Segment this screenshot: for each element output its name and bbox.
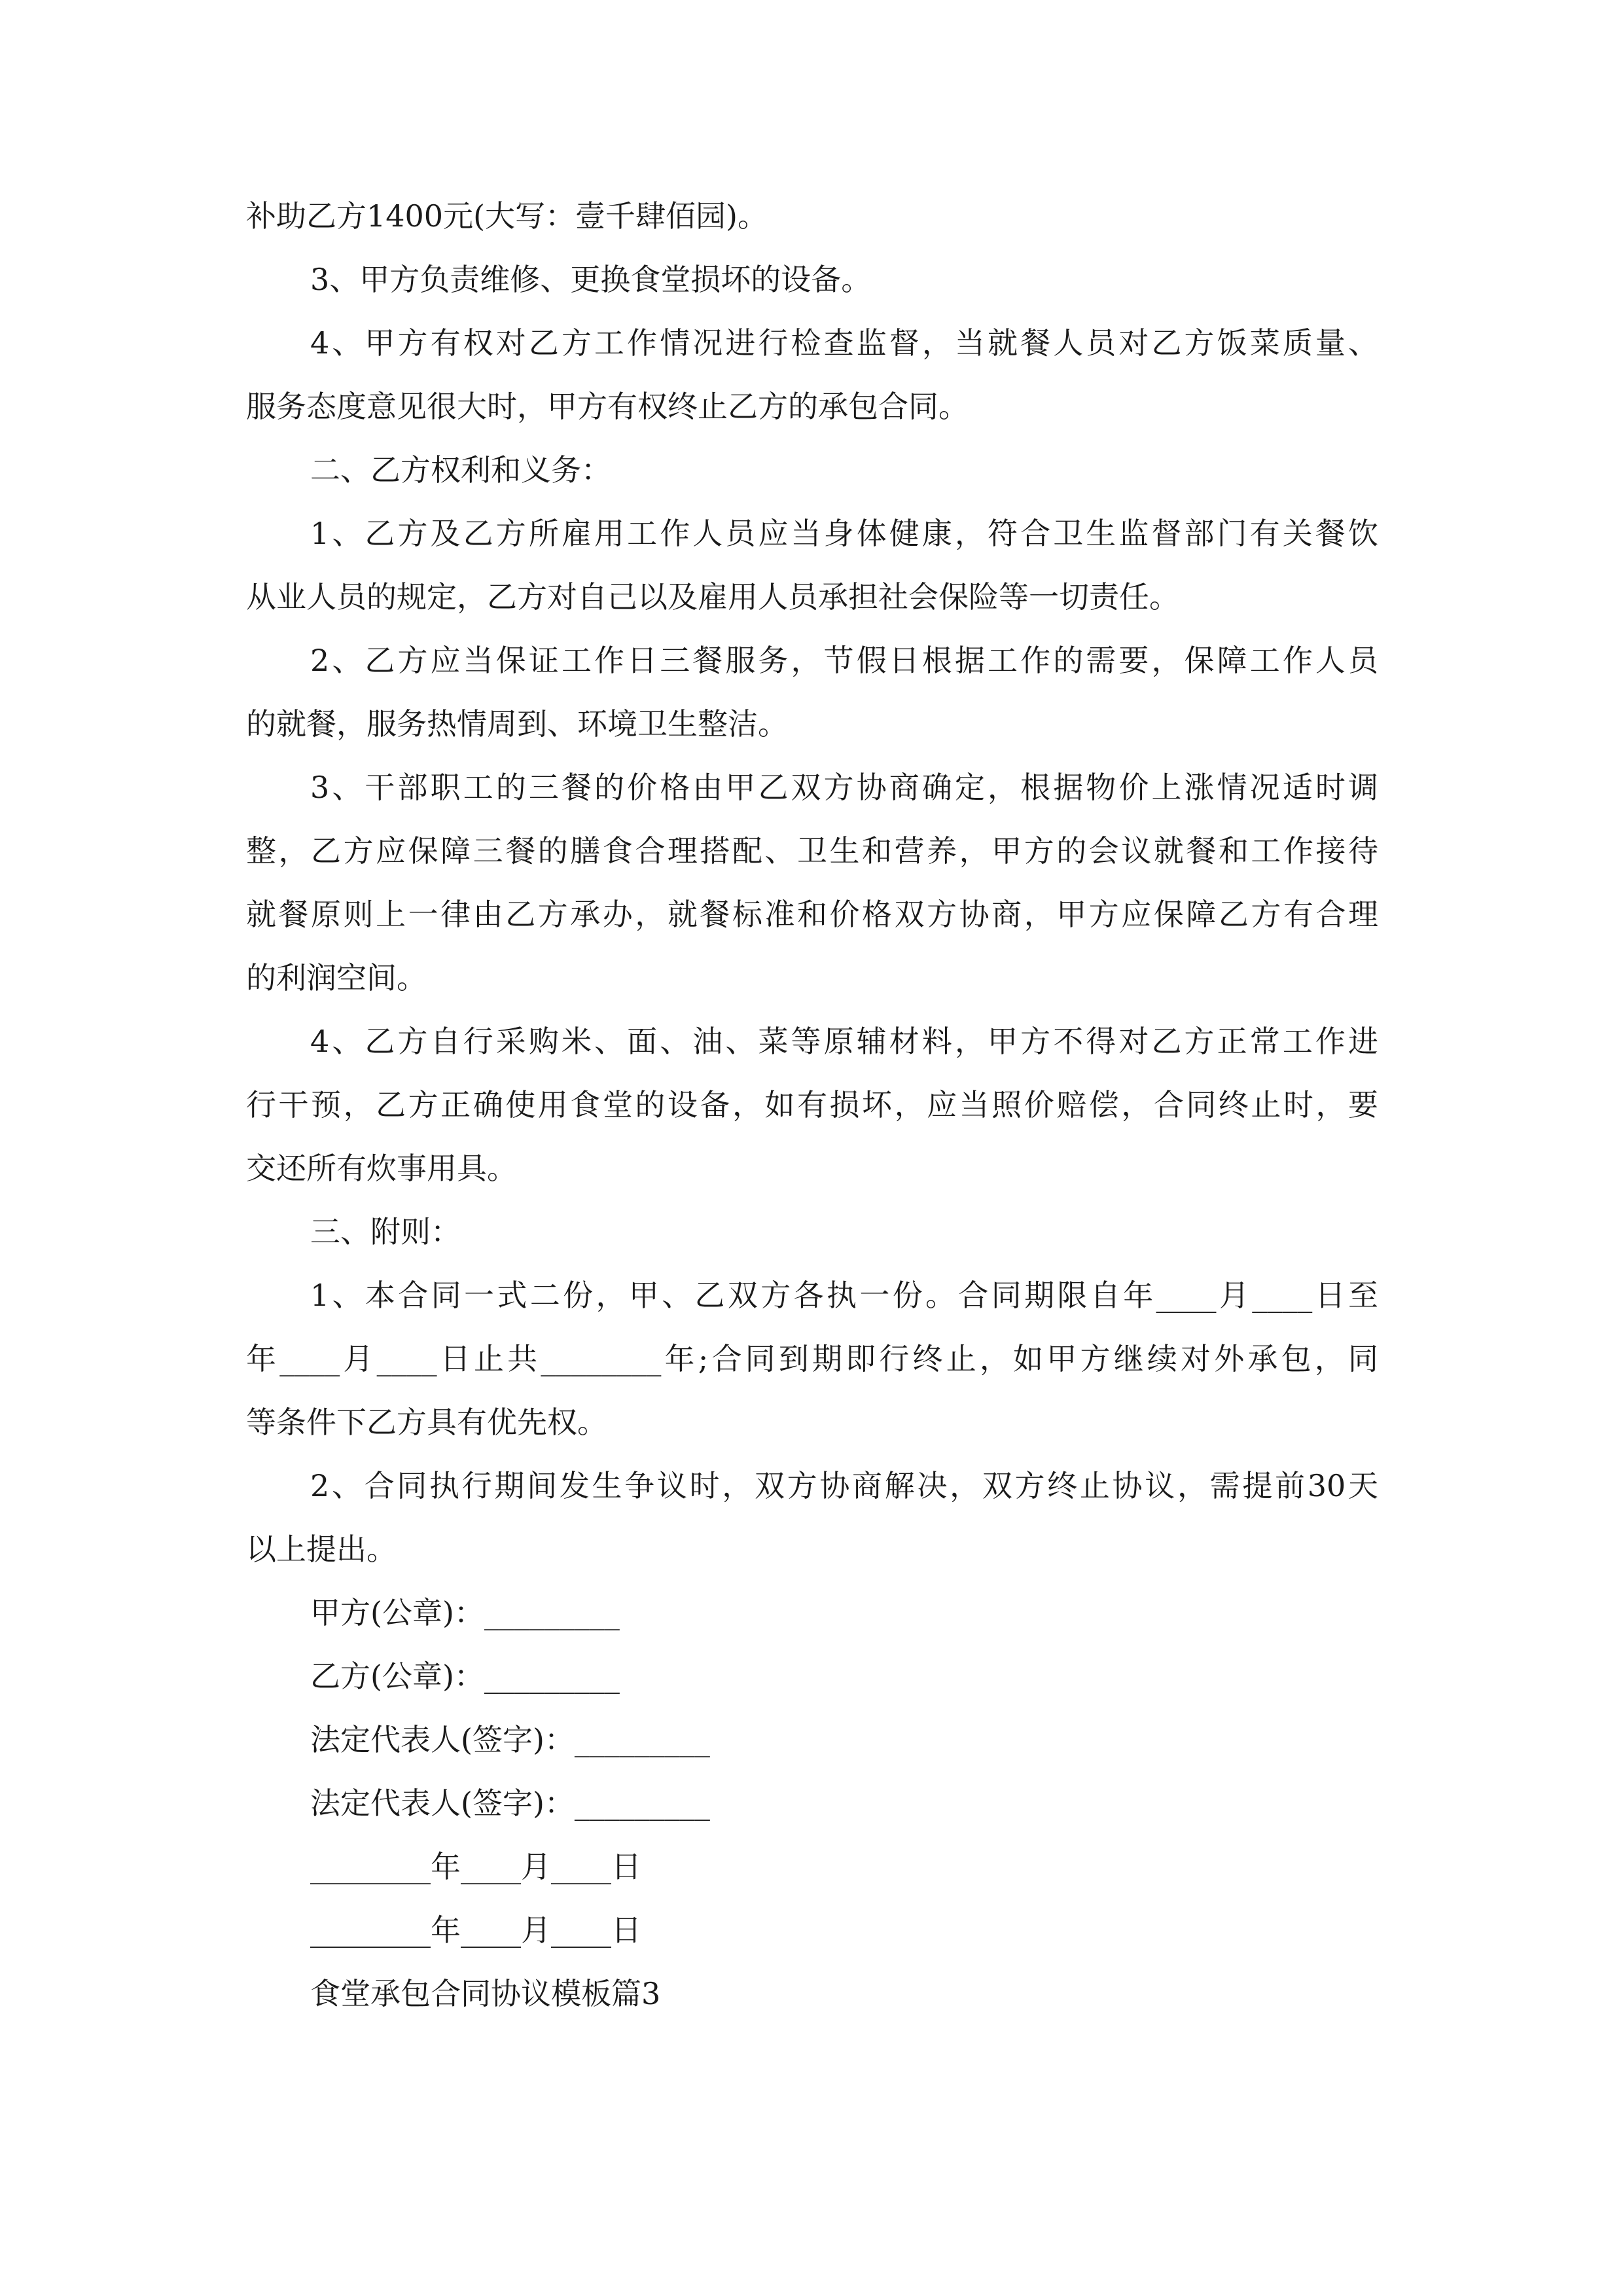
signature-field-party-b-seal: 乙方(公章)：_________ [310,1659,620,1694]
signature-field-legal-rep: 法定代表人(签字)：_________ [310,1785,710,1821]
text-line: 以上提出。 [246,1532,397,1567]
section-heading: 三、附则： [310,1214,461,1249]
text-line: 服务态度意见很大时，甲方有权终止乙方的承包合同。 [246,389,969,424]
text-line: 交还所有炊事用具。 [246,1151,517,1186]
text-line: 2、合同执行期间发生争议时，双方协商解决，双方终止协议，需提前30天 [310,1468,1378,1503]
text-line: 1、本合同一式二份，甲、乙双方各执一份。合同期限自年____月____日至 [310,1278,1378,1313]
text-line: 补助乙方1400元(大写：壹千肆佰园)。 [246,198,768,234]
text-line: 年____月____日止共________年;合同到期即行终止，如甲方继续对外承包，同 [246,1341,1378,1376]
text-line: 1、乙方及乙方所雇用工作人员应当身体健康，符合卫生监督部门有关餐饮 [310,516,1378,551]
text-line: 等条件下乙方具有优先权。 [246,1405,607,1440]
text-line: 4、乙方自行采购米、面、油、菜等原辅材料，甲方不得对乙方正常工作进 [310,1024,1378,1059]
text-line: 从业人员的规定，乙方对自己以及雇用人员承担社会保险等一切责任。 [246,579,1179,615]
next-section-title: 食堂承包合同协议模板篇3 [310,1976,661,2011]
text-line: 4、甲方有权对乙方工作情况进行检查监督，当就餐人员对乙方饭菜质量、 [310,325,1378,361]
section-heading: 二、乙方权利和义务： [310,452,611,488]
text-line: 3、甲方负责维修、更换食堂损坏的设备。 [310,262,872,297]
text-line: 行干预，乙方正确使用食堂的设备，如有损坏，应当照价赔偿，合同终止时，要 [246,1087,1378,1122]
date-field: ________年____月____日 [310,1912,641,1948]
signature-field-party-a-seal: 甲方(公章)：_________ [310,1595,620,1630]
text-line: 3、干部职工的三餐的价格由甲乙双方协商确定，根据物价上涨情况适时调 [310,770,1378,805]
text-line: 的就餐，服务热情周到、环境卫生整洁。 [246,706,788,742]
date-field: ________年____月____日 [310,1849,641,1884]
text-line: 就餐原则上一律由乙方承办，就餐标准和价格双方协商，甲方应保障乙方有合理 [246,897,1378,932]
text-line: 整，乙方应保障三餐的膳食合理搭配、卫生和营养，甲方的会议就餐和工作接待 [246,833,1378,869]
signature-field-legal-rep: 法定代表人(签字)：_________ [310,1722,710,1757]
text-line: 2、乙方应当保证工作日三餐服务，节假日根据工作的需要，保障工作人员 [310,643,1378,678]
text-line: 的利润空间。 [246,960,427,996]
